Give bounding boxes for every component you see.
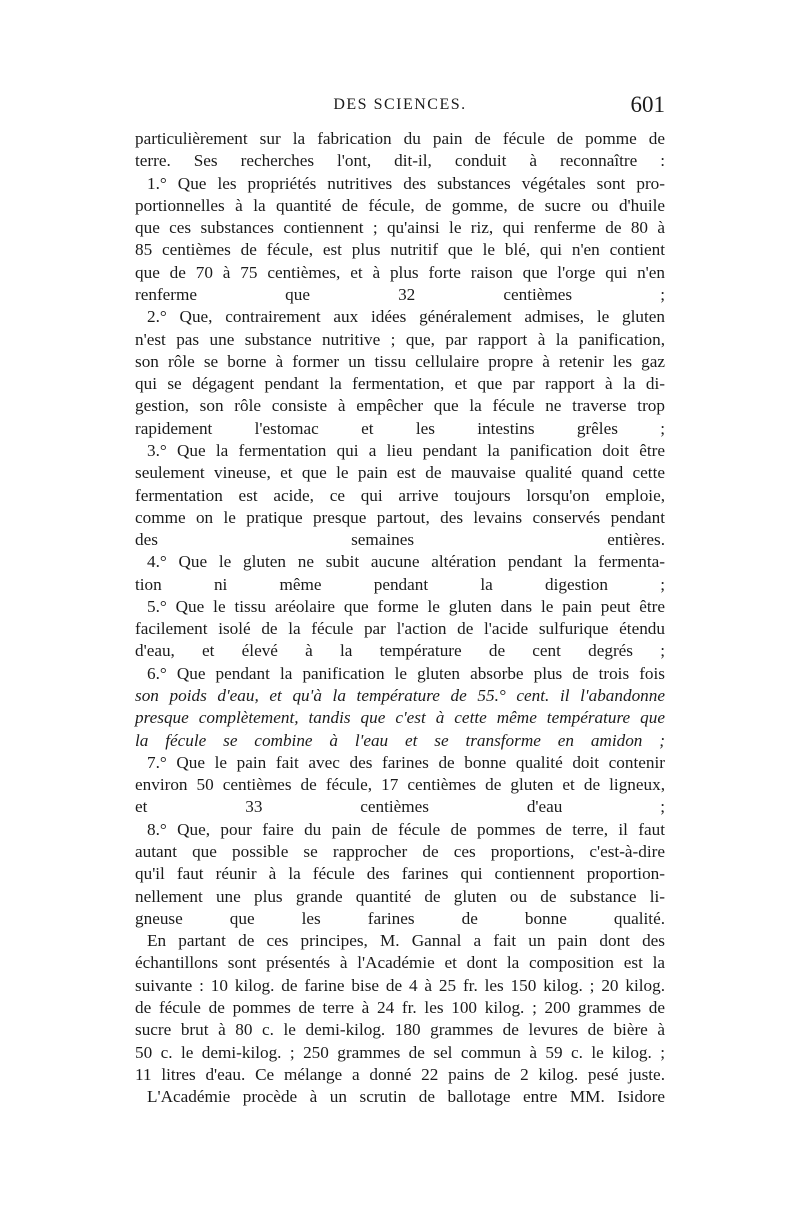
text-line: terre. Ses recherches l'ont, dit-il, conduit à reconnaître : [135,151,665,171]
page-number: 601 [630,92,665,117]
text-line: portionnelles à la quantité de fécule, de gomme, de sucre ou d'huile [135,195,665,215]
running-head [135,92,665,120]
text-line: échantillons sont présentés à l'Académie et dont la composition est la [135,953,665,973]
paragraph-item-5 [135,596,665,663]
text-line: gneuse que les farines de bonne qualité. [135,908,665,928]
text-line: 7.° Que le pain fait avec des farines de bonne qualité doit contenir [147,752,665,772]
paragraph-item-7 [135,752,665,819]
paragraph-intro [135,128,665,173]
text-line: que ces substances contiennent ; qu'ainsi le riz, qui renferme de 80 à [135,218,665,238]
text-line: nellement une plus grande quantité de gluten ou de substance li- [135,886,665,906]
text-line: particulièrement sur la fabrication du pain de fécule de pomme de [135,129,665,148]
text-line: des semaines entières. [135,530,665,550]
text-line: renferme que 32 centièmes ; [135,284,665,304]
text-line: que de 70 à 75 centièmes, et à plus forte raison que l'orge qui n'en [135,262,665,282]
text-line: En partant de ces principes, M. Gannal a fait un pain dont des [147,931,665,951]
text-line: d'eau, et élevé à la température de cent degrés ; [135,641,665,661]
text-line: 1.° Que les propriétés nutritives des substances végétales sont pro- [147,173,665,193]
text-line: qu'il faut réunir à la fécule des farines qui contiennent proportion- [135,864,665,884]
text-line: L'Académie procède à un scrutin de ballotage entre MM. Isidore [147,1087,665,1107]
text-line: 2.° Que, contrairement aux idées généralement admises, le gluten [147,307,665,327]
text-line: 11 litres d'eau. Ce mélange a donné 22 pains de 2 kilog. pesé juste. [135,1064,665,1084]
text-line: et 33 centièmes d'eau ; [135,797,665,817]
text-line: gestion, son rôle consiste à empêcher que la fécule ne traverse trop [135,396,665,416]
text-line: sucre brut à 80 c. le demi-kilog. 180 grammes de levures de bière à [135,1020,665,1040]
text-line: tion ni même pendant la digestion ; [135,574,665,594]
text-line: qui se dégagent pendant la fermentation, et que par rapport à la di- [135,374,665,394]
paragraph-item-8 [135,819,665,930]
text-line: facilement isolé de la fécule par l'action de l'acide sulfurique étendu [135,619,665,639]
text-line: n'est pas une substance nutritive ; que, par rapport à la panification, [135,329,665,349]
text-line: 85 centièmes de fécule, est plus nutritif que le blé, qui n'en contient [135,240,665,260]
text-line: 50 c. le demi-kilog. ; 250 grammes de sel commun à 59 c. le kilog. ; [135,1042,665,1062]
text-line: suivante : 10 kilog. de farine bise de 4 à 25 fr. les 150 kilog. ; 20 kilog. [135,975,665,995]
text-line: seulement vineuse, et que le pain est de mauvaise qualité quand cette [135,463,665,483]
text-line-italic: la fécule se combine à l'eau et se transforme en amidon ; [135,730,665,750]
running-title: DES SCIENCES. [333,96,467,113]
paragraph-item-2 [135,306,665,440]
paragraph-academy-ballot [135,1086,665,1108]
text-line: de fécule de pommes de terre à 24 fr. les 100 kilog. ; 200 grammes de [135,997,665,1017]
paragraph-item-4 [135,551,665,596]
text-line: son rôle se borne à former un tissu cellulaire propre à retenir les gaz [135,351,665,371]
text-line: 5.° Que le tissu aréolaire que forme le gluten dans le pain peut être [147,596,665,616]
text-line-italic: presque complètement, tandis que c'est à cette même température que [135,708,665,728]
text-line: 6.° Que pendant la panification le gluten absorbe plus de trois fois [147,663,665,683]
text-line: 3.° Que la fermentation qui a lieu pendant la panification doit être [147,440,665,460]
text-line: 8.° Que, pour faire du pain de fécule de pommes de terre, il faut [147,819,665,839]
paragraph-item-3 [135,440,665,551]
text-line: 4.° Que le gluten ne subit aucune altération pendant la fermenta- [147,552,665,572]
text-line-italic: son poids d'eau, et qu'à la température de 55.° cent. il l'abandonne [135,686,665,706]
paragraph-item-6 [135,663,665,752]
paragraph-gannal-bread [135,930,665,1086]
paragraph-item-1 [135,173,665,307]
text-line: autant que possible se rapprocher de ces proportions, c'est-à-dire [135,842,665,861]
text-line: rapidement l'estomac et les intestins grêles ; [135,418,665,438]
text-line: comme on le pratique presque partout, des levains conservés pendant [135,507,665,527]
text-line: environ 50 centièmes de fécule, 17 centièmes de gluten et de ligneux, [135,775,665,795]
text-line: fermentation est acide, ce qui arrive toujours lorsqu'on emploie, [135,485,665,505]
body-text [135,128,665,1108]
